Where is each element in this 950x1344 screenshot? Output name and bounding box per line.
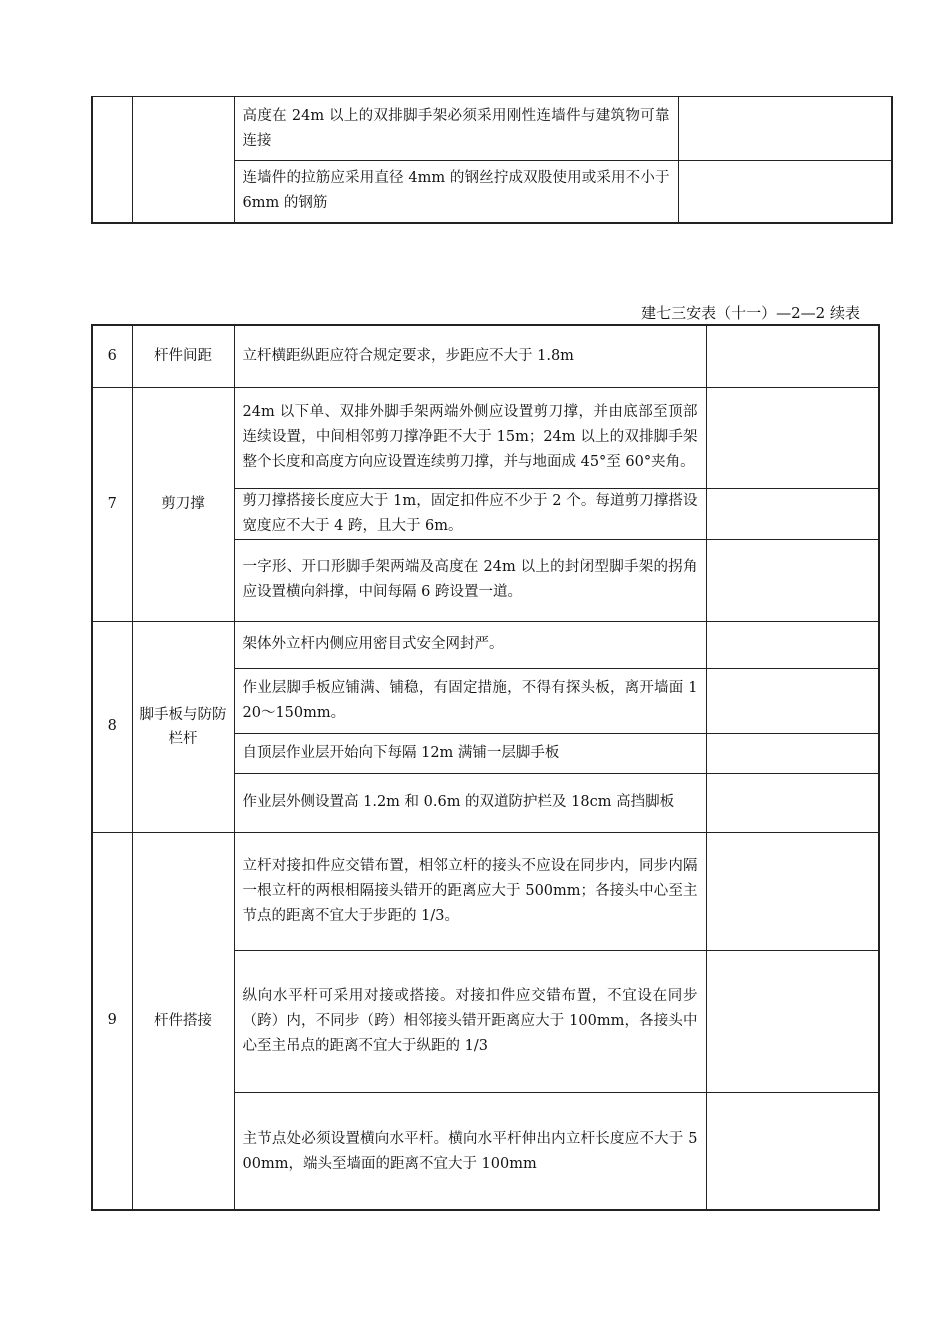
result-cell bbox=[706, 387, 879, 488]
requirement-text: 立杆对接扣件应交错布置，相邻立杆的接头不应设在同步内，同步内隔一根立杆的两根相隔接头错开的距离应大于 500mm；各接头中心至主节点的距离不宜大于步距的 1/3。 bbox=[234, 832, 706, 950]
requirement-text: 剪刀撑搭接长度应大于 1m，固定扣件应不少于 2 个。每道剪刀撑搭设宽度应不大于 4 跨，且大于 6m。 bbox=[234, 488, 706, 539]
table-caption: 建七三安表（十一）—2—2 续表 bbox=[641, 304, 860, 322]
result-cell bbox=[706, 733, 879, 773]
item-name: 脚手板与防防栏杆 bbox=[132, 621, 234, 832]
table-row bbox=[92, 621, 879, 668]
result-cell bbox=[706, 621, 879, 668]
requirement-text: 高度在 24m 以上的双排脚手架必须采用刚性连墙件与建筑物可靠连接 bbox=[234, 97, 678, 161]
result-cell bbox=[706, 539, 879, 621]
table-row bbox=[92, 832, 879, 950]
requirement-text: 作业层外侧设置高 1.2m 和 0.6m 的双道防护栏及 18cm 高挡脚板 bbox=[234, 773, 706, 832]
result-cell bbox=[706, 325, 879, 387]
requirement-text: 作业层脚手板应铺满、铺稳，有固定措施，不得有探头板，离开墙面 120～150mm。 bbox=[234, 668, 706, 733]
requirement-text: 立杆横距纵距应符合规定要求，步距应不大于 1.8m bbox=[234, 325, 706, 387]
requirement-text: 纵向水平杆可采用对接或搭接。对接扣件应交错布置，不宜设在同步（跨）内，不同步（跨）相邻接头错开距离应大于 100mm，各接头中心至主吊点的距离不宜大于纵距的 1/3 bbox=[234, 950, 706, 1092]
num-cell bbox=[92, 97, 132, 223]
result-cell bbox=[706, 950, 879, 1092]
row-number: 7 bbox=[92, 387, 132, 621]
table-row bbox=[92, 325, 879, 387]
table-row bbox=[92, 387, 879, 488]
requirement-text: 架体外立杆内侧应用密目式安全网封严。 bbox=[234, 621, 706, 668]
item-name: 剪刀撑 bbox=[132, 387, 234, 621]
row-number: 6 bbox=[92, 325, 132, 387]
row-number: 8 bbox=[92, 621, 132, 832]
inspection-table bbox=[91, 324, 880, 1211]
result-cell bbox=[706, 668, 879, 733]
requirement-text: 24m 以下单、双排外脚手架两端外侧应设置剪刀撑，并由底部至顶部连续设置，中间相邻剪刀撑净距不大于 15m；24m 以上的双排脚手架整个长度和高度方向应设置连续剪刀撑，并与地面成 45°至 60°夹角。 bbox=[234, 387, 706, 488]
result-cell bbox=[706, 1092, 879, 1210]
result-cell bbox=[706, 773, 879, 832]
continued-table-top bbox=[91, 96, 893, 224]
requirement-text: 连墙件的拉筋应采用直径 4mm 的钢丝拧成双股使用或采用不小于 6mm 的钢筋 bbox=[234, 161, 678, 223]
item-cell bbox=[132, 97, 234, 223]
item-name: 杆件搭接 bbox=[132, 832, 234, 1210]
row-number: 9 bbox=[92, 832, 132, 1210]
result-cell bbox=[678, 161, 892, 223]
result-cell bbox=[678, 97, 892, 161]
result-cell bbox=[706, 488, 879, 539]
requirement-text: 一字形、开口形脚手架两端及高度在 24m 以上的封闭型脚手架的拐角应设置横向斜撑，中间每隔 6 跨设置一道。 bbox=[234, 539, 706, 621]
item-name: 杆件间距 bbox=[132, 325, 234, 387]
requirement-text: 自顶层作业层开始向下每隔 12m 满铺一层脚手板 bbox=[234, 733, 706, 773]
requirement-text: 主节点处必须设置横向水平杆。横向水平杆伸出内立杆长度应不大于 500mm，端头至墙面的距离不宜大于 100mm bbox=[234, 1092, 706, 1210]
result-cell bbox=[706, 832, 879, 950]
